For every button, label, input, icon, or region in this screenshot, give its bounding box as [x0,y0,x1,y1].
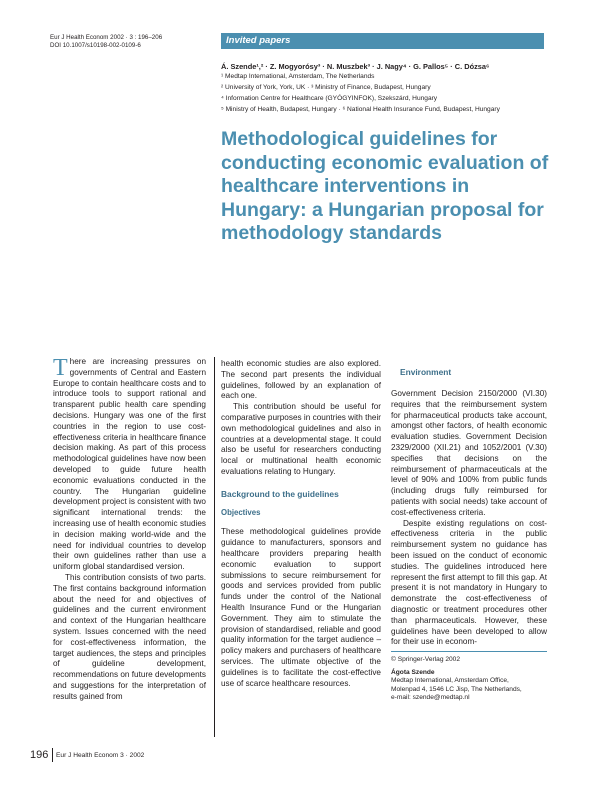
affiliation-3: ⁴ Information Centre for Healthcare (GYÓGYINFOK), Szekszárd, Hungary [221,95,438,102]
section-heading-background: Background to the guidelines [221,488,339,499]
column-3 [391,389,547,648]
copyright: © Springer-Verlag 2002 [391,656,461,663]
affiliation-4: ⁵ Ministry of Health, Budapest, Hungary · ⁶ National Health Insurance Fund, Budapest, Hungary [221,106,500,113]
footer-divider [52,748,53,762]
column-divider [214,357,215,737]
contact-address-1: Medtap International, Amsterdam Office, [391,677,509,685]
paragraph: health economic studies are also explored. The second part presents the individual guidelines, followed by an explanation of each one. [221,359,381,401]
subsection-heading-objectives: Objectives [221,507,261,517]
drop-cap: T [53,355,68,381]
paragraph: Despite existing regulations on cost-effectiveness criteria in the public reimbursement system no guidance has been issued on the conduct of economic studies. The guidelines introduced here represent the first attempt to fill this gap. At present it is not mandatory in Hungary to demonstrate the cost-effectiveness of diagnostic or treatment procedures other than pharmaceuticals. However, these guidelines have been developed to allow for their use in econom- [391,518,547,647]
paragraph: This contribution should be useful for comparative purposes in countries with their own methodological guidelines and also in countries at a developmental stage. It could also be useful for researchers conducting local or multinational health economic evaluations relating to Hungary. [221,402,381,476]
footnote-divider [391,651,547,652]
doi: DOI 10.1007/s10198-002-0109-6 [50,42,141,49]
footer-journal: Eur J Health Econom 3 · 2002 [56,752,145,759]
affiliation-2: ² University of York, York, UK · ³ Ministry of Finance, Budapest, Hungary [221,84,431,91]
column-2 [221,359,381,689]
contact-email: e-mail: szende@medtap.nl [391,693,470,701]
paragraph: Government Decision 2150/2000 (VI.30) requires that the reimbursement system for pharmaceutical products take account, amongst other factors, of health economic evaluation studies. Government Decision 2329/2000 (XII.21) and 1052/2001 (V.30) specifies that decisions on the reimbursement of pharmaceuticals at the level of 90% and 100% from public funds (including drugs fully reimbursed for patients with social needs) take account of cost-effectiveness criteria. [391,389,547,517]
section-banner [221,33,544,49]
banner-label: Invited papers [226,35,291,46]
contact-address-2: Molenpad 4, 1546 LC Jisp, The Netherlands, [391,685,522,693]
affiliation-1: ¹ Medtap International, Amsterdam, The Netherlands [221,73,375,80]
article-title: Methodological guidelines for conducting economic evaluation of healthcare interventions in Hungary: a Hungarian proposal for methodology standards [221,128,549,245]
correspondence-box [391,656,547,702]
contact-name: Ágota Szende [391,669,435,677]
authors: Á. Szende¹,² · Z. Mogyorósy³ · N. Muszbek³ · J. Nagy⁴ · G. Pallos⁵ · C. Dózsa⁶ [221,62,490,71]
column-1 [53,357,206,703]
paragraph: These methodological guidelines provide guidance to manufacturers, sponsors and healthcare providers preparing health economic evaluation to support submissions to secure reimbursement for goods and services provided from public funds under the control of the National Health Insurance Fund or the Hungarian Government. They aim to stimulate the provision of standardised, reliable and good quality information for the target audience – policy makers and purchasers of healthcare services. The ultimate objective of the guidelines is to facilitate the cost-effective use of scarce healthcare resources. [221,527,381,688]
journal-citation: Eur J Health Econom 2002 · 3 : 196–206 [50,34,163,41]
journal-reference [50,34,162,50]
abstract-paragraph-2: This contribution consists of two parts. The first contains background information about the need for and objectives of guidelines and the current environment and context of the Hungarian healthcare system. Issues concerned with the need for cost-effectiveness information, the target audiences, the steps and principles of guideline development, recommendations on future developments and suggestions for the interpretation of results gained from [53,572,206,701]
abstract-paragraph-1: here are increasing pressures on governments of Central and Eastern Europe to contain healthcare costs and to introduce tools to support rational and transparent public health care spending decisions. Hungary was one of the first countries in the region to use cost-effectiveness criteria in healthcare finance decision making. As part of this process methodological guidelines have now been developed to guide future health economic evaluations conducted in the country. The Hungarian guideline development project is consistent with two significant international trends: the increasing use of health economic studies in decision making world-wide and the need for individual countries to develop their own guidelines rather than use a uniform global standardised version. [53,357,206,572]
section-heading-environment: Environment [400,367,452,377]
page-number: 196 [30,749,49,761]
